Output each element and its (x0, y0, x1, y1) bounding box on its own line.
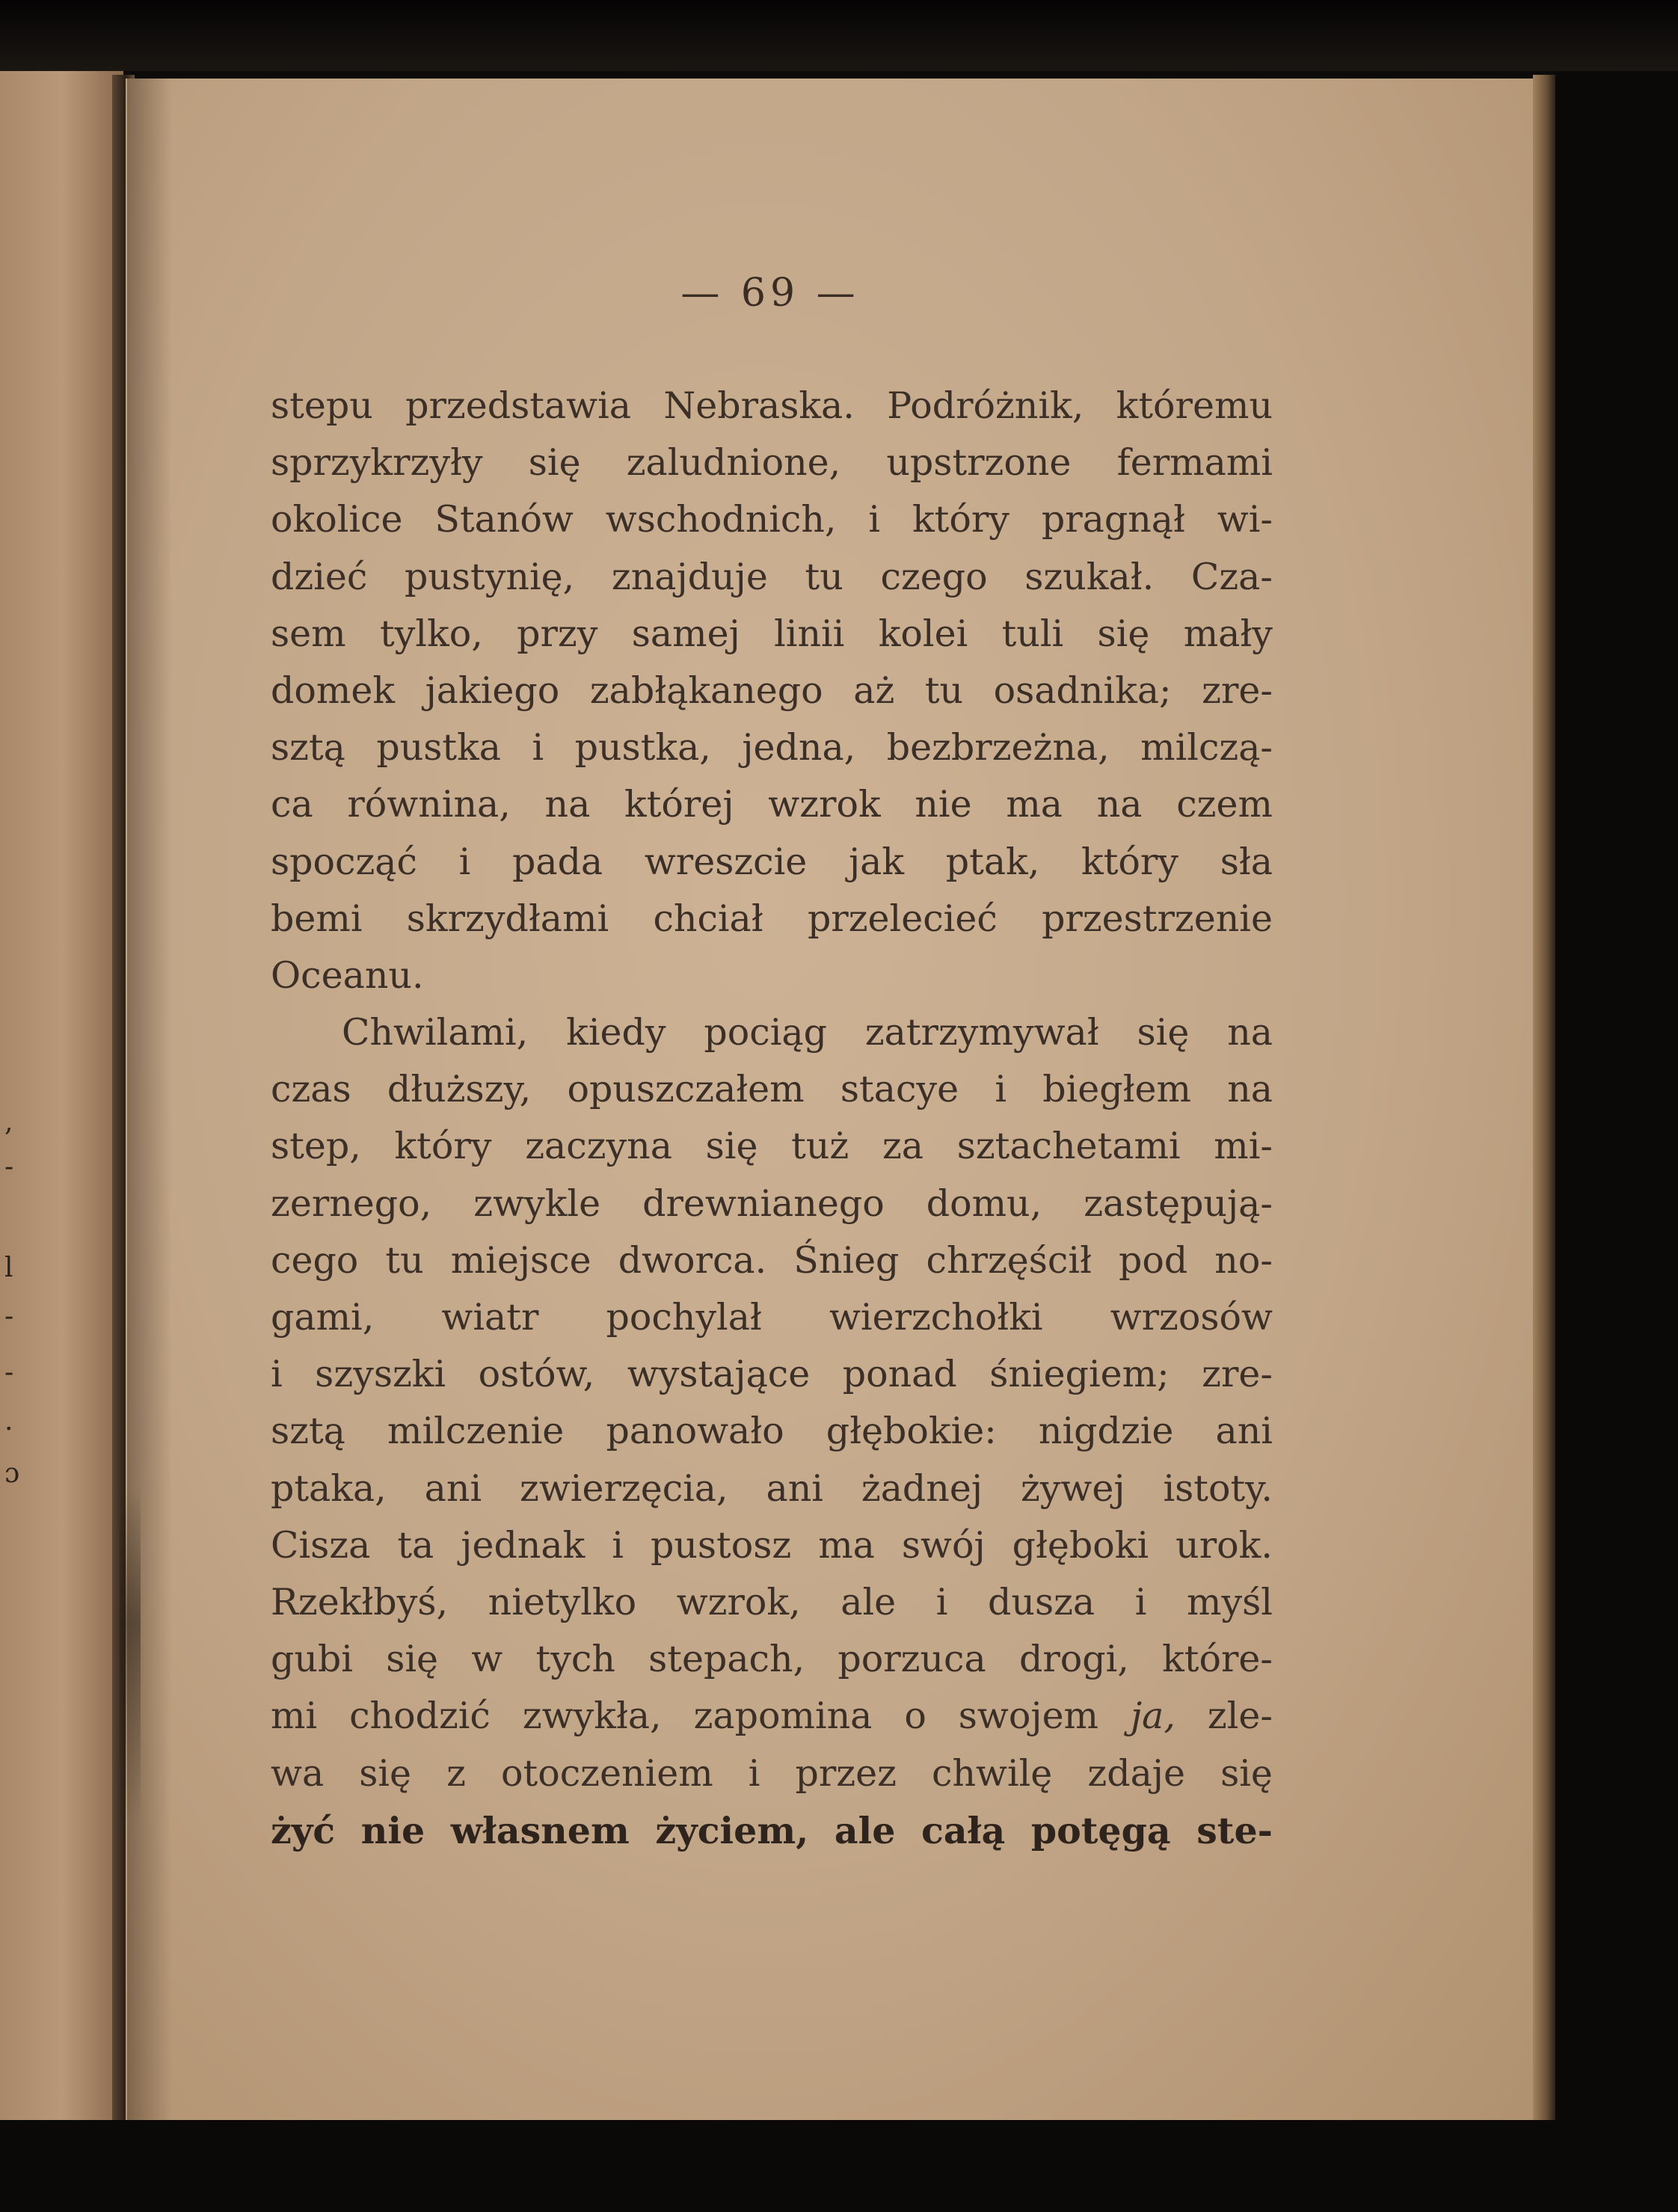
word: gubi (271, 1638, 353, 1681)
word: dworca. (618, 1238, 767, 1282)
word: chwilę (932, 1751, 1053, 1795)
word: się (386, 1638, 439, 1681)
page-number: — 69 — (680, 271, 860, 316)
word: stacye (840, 1068, 959, 1111)
word: zapomina (693, 1695, 873, 1738)
word: któremu (1116, 384, 1273, 427)
word: wierzchołki (829, 1296, 1043, 1339)
word: przez (795, 1751, 897, 1795)
word: drewnianego (642, 1182, 885, 1225)
spine-stitching (120, 1488, 141, 1825)
word: Nebraska. (663, 384, 855, 427)
word: wrzosów (1110, 1296, 1273, 1339)
margin-mark: - (4, 1357, 14, 1388)
word: no- (1214, 1238, 1273, 1282)
word: wreszcie (644, 840, 808, 883)
word: czem (1176, 783, 1273, 826)
word: i (612, 1523, 624, 1567)
word: stepu (271, 384, 373, 427)
scan-top-background (0, 0, 1678, 71)
word: ostów, (478, 1353, 595, 1396)
text-line (271, 947, 1273, 1004)
word: głębokie: (826, 1410, 997, 1453)
text-line (271, 1745, 1273, 1802)
word: na (1227, 1068, 1273, 1111)
word: swojem (958, 1695, 1099, 1738)
word: i (271, 1353, 283, 1396)
word: urok. (1175, 1523, 1273, 1567)
word: okolice (271, 498, 403, 541)
word: i (935, 1580, 948, 1623)
word: zre- (1202, 669, 1273, 712)
page-body-text (271, 378, 1273, 1859)
word: istoty. (1163, 1466, 1273, 1510)
text-line (271, 1631, 1273, 1688)
word: pochylał (606, 1296, 762, 1339)
word: za (882, 1125, 923, 1168)
margin-mark: l (4, 1253, 13, 1283)
word: chodzić (349, 1695, 491, 1738)
word: który (912, 498, 1009, 541)
text-line (271, 606, 1273, 663)
word: się (1220, 1751, 1273, 1795)
word: linii (774, 612, 845, 655)
word: zastępują- (1084, 1182, 1273, 1225)
word: ani (766, 1466, 823, 1510)
margin-mark: ɔ (4, 1458, 20, 1489)
word: szyszki (315, 1353, 446, 1396)
page-right-edge (1533, 75, 1555, 2124)
word: znajduje (611, 555, 768, 598)
word: i (748, 1751, 760, 1795)
word: opuszczałem (567, 1068, 805, 1111)
word: przelecieć (807, 897, 998, 940)
text-line (271, 776, 1273, 833)
word: się (1137, 1011, 1190, 1054)
word: Chwilami, (342, 1011, 529, 1054)
word: nigdzie (1038, 1410, 1174, 1453)
word: potęgą (1030, 1808, 1171, 1852)
word: pragnął (1041, 498, 1185, 541)
word: pustka (376, 726, 502, 769)
word: Podróżnik, (887, 384, 1084, 427)
word: Oceanu. (271, 953, 424, 997)
text-line (271, 834, 1273, 891)
word: fermami (1116, 441, 1273, 485)
word: pustka, (574, 726, 711, 769)
word: Cisza (271, 1523, 371, 1567)
word: się (1097, 612, 1150, 655)
word: bezbrzeżna, (886, 726, 1110, 769)
word: zwykła, (522, 1695, 662, 1738)
word: chrzęścił (926, 1238, 1092, 1282)
word: wa (271, 1751, 325, 1795)
word: myśl (1186, 1580, 1273, 1623)
text-line (271, 434, 1273, 491)
word: biegłem (1042, 1068, 1191, 1111)
text-line (271, 1688, 1273, 1745)
word: i (995, 1068, 1007, 1111)
word: przestrzenie (1042, 897, 1273, 940)
word: przedstawia (405, 384, 631, 427)
word: mi- (1214, 1125, 1273, 1168)
word: ptak, (945, 840, 1040, 883)
word: i (1134, 1580, 1147, 1623)
word: całą (921, 1808, 1006, 1852)
word: Stanów (434, 498, 574, 541)
word: swój (901, 1523, 986, 1567)
word: tu (805, 555, 843, 598)
word: pada (511, 840, 603, 883)
word: milczą- (1140, 726, 1273, 769)
word: dzieć (271, 555, 368, 598)
word: czas (271, 1068, 351, 1111)
text-line (271, 1176, 1273, 1232)
word: samej (631, 612, 740, 655)
word: zdaje (1087, 1751, 1185, 1795)
text-line (271, 1061, 1273, 1118)
word: się (359, 1751, 412, 1795)
word: zaczyna (525, 1125, 672, 1168)
word: tu (385, 1238, 424, 1282)
word: mi (271, 1695, 318, 1738)
word: kolei (878, 612, 968, 655)
word: żyć (271, 1808, 336, 1852)
text-line (271, 1802, 1273, 1859)
text-line (271, 1574, 1273, 1631)
word: której (624, 783, 734, 826)
word: zwierzęcia, (520, 1466, 728, 1510)
word: osadnika; (993, 669, 1172, 712)
word: z (446, 1751, 466, 1795)
word: wiatr (441, 1296, 539, 1339)
word: jak (848, 840, 905, 883)
word: wzrok, (676, 1580, 801, 1623)
word: ja, (1130, 1695, 1175, 1738)
word: tylko, (379, 612, 483, 655)
word: czego (880, 555, 988, 598)
word: sztachetami (956, 1125, 1181, 1168)
word: się (528, 441, 581, 485)
word: jakiego (425, 669, 560, 712)
word: przy (517, 612, 598, 655)
text-line (271, 378, 1273, 434)
word: jedna, (742, 726, 856, 769)
word: zle- (1207, 1695, 1273, 1738)
word: mały (1183, 612, 1273, 655)
word: Rzekłbyś, (271, 1580, 449, 1623)
word: ma (818, 1523, 875, 1567)
word: równina, (347, 783, 511, 826)
text-line (271, 549, 1273, 606)
word: o (904, 1695, 926, 1738)
scan-bottom-background (0, 2120, 1678, 2212)
text-line (271, 1289, 1273, 1346)
word: się (705, 1125, 758, 1168)
text-line (271, 491, 1273, 548)
word: który (1081, 840, 1178, 883)
word: ani (424, 1466, 482, 1510)
word: życiem, (655, 1808, 809, 1852)
scan-right-background (1555, 71, 1678, 2124)
word: sem (271, 612, 346, 655)
word: zatrzymywał (864, 1011, 1099, 1054)
word: szukał. (1024, 555, 1155, 598)
word: ma (1006, 783, 1063, 826)
word: tuli (1001, 612, 1064, 655)
margin-mark: - (4, 1152, 14, 1182)
text-line (271, 719, 1273, 776)
word: ponad (842, 1353, 957, 1396)
text-line (271, 1118, 1273, 1175)
word: porzuca (838, 1638, 986, 1681)
word: tu (924, 669, 964, 712)
word: drogi, (1018, 1638, 1129, 1681)
word: otoczeniem (501, 1751, 713, 1795)
word: stepach, (648, 1638, 805, 1681)
text-line (271, 663, 1273, 719)
word: które- (1162, 1638, 1273, 1681)
word: skrzydłami (406, 897, 609, 940)
text-line (271, 1232, 1273, 1289)
word: pustosz (650, 1523, 792, 1567)
word: ta (397, 1523, 434, 1567)
word: zabłąkanego (589, 669, 823, 712)
word: wschodnich, (605, 498, 837, 541)
word: na (544, 783, 591, 826)
word: miejsce (450, 1238, 591, 1282)
word: ale (834, 1808, 896, 1852)
word: domek (271, 669, 396, 712)
word: zwykle (473, 1182, 601, 1225)
word: na (1227, 1011, 1273, 1054)
word: spocząć (271, 840, 417, 883)
word: dłuższy, (387, 1068, 532, 1111)
text-line (271, 1346, 1273, 1403)
word: ale (840, 1580, 897, 1623)
word: śniegiem; (989, 1353, 1170, 1396)
margin-mark: . (4, 1406, 13, 1437)
word: zre- (1202, 1353, 1273, 1396)
word: ca (271, 783, 313, 826)
word: sła (1220, 840, 1273, 883)
word: żywej (1020, 1466, 1125, 1510)
word: pustynię, (404, 555, 575, 598)
word: Cza- (1190, 555, 1273, 598)
text-line (271, 1403, 1273, 1460)
word: kiedy (566, 1011, 666, 1054)
word: Śnieg (793, 1238, 900, 1282)
word: bemi (271, 897, 363, 940)
word: panowało (606, 1410, 784, 1453)
word: dusza (988, 1580, 1095, 1623)
word: cego (271, 1238, 359, 1282)
word: jednak (461, 1523, 586, 1567)
word: ptaka, (271, 1466, 387, 1510)
word: nietylko (488, 1580, 637, 1623)
word: sztą (271, 1410, 345, 1453)
word: wzrok (768, 783, 881, 826)
word: milczenie (387, 1410, 565, 1453)
word: wystające (627, 1353, 811, 1396)
word: gami, (271, 1296, 375, 1339)
text-line (271, 1004, 1273, 1061)
word: upstrzone (886, 441, 1072, 485)
word: chciał (653, 897, 763, 940)
text-line (271, 891, 1273, 947)
left-page-margin-marks (0, 1107, 30, 1892)
margin-mark: - (4, 1301, 14, 1332)
word: wi- (1217, 498, 1273, 541)
text-line (271, 1460, 1273, 1517)
word: głęboki (1012, 1523, 1149, 1567)
word: pod (1118, 1238, 1188, 1282)
word: aż (853, 669, 895, 712)
word: pociąg (704, 1011, 827, 1054)
word: ani (1215, 1410, 1273, 1453)
word: w (471, 1638, 503, 1681)
word: nie (360, 1808, 425, 1852)
word: domu, (926, 1182, 1042, 1225)
word: tych (535, 1638, 615, 1681)
word: własnem (450, 1808, 630, 1852)
word: tuż (791, 1125, 849, 1168)
word: na (1096, 783, 1143, 826)
text-line (271, 1517, 1273, 1574)
word: i (458, 840, 471, 883)
word: zernego, (271, 1182, 432, 1225)
word: nie (915, 783, 972, 826)
word: który (394, 1125, 492, 1168)
word: sprzykrzyły (271, 441, 483, 485)
word: zaludnione, (626, 441, 841, 485)
word: step, (271, 1125, 361, 1168)
word: ste- (1196, 1808, 1273, 1852)
word: sztą (271, 726, 345, 769)
word: i (868, 498, 881, 541)
word: i (532, 726, 544, 769)
word: żadnej (861, 1466, 983, 1510)
margin-mark: , (4, 1107, 13, 1137)
